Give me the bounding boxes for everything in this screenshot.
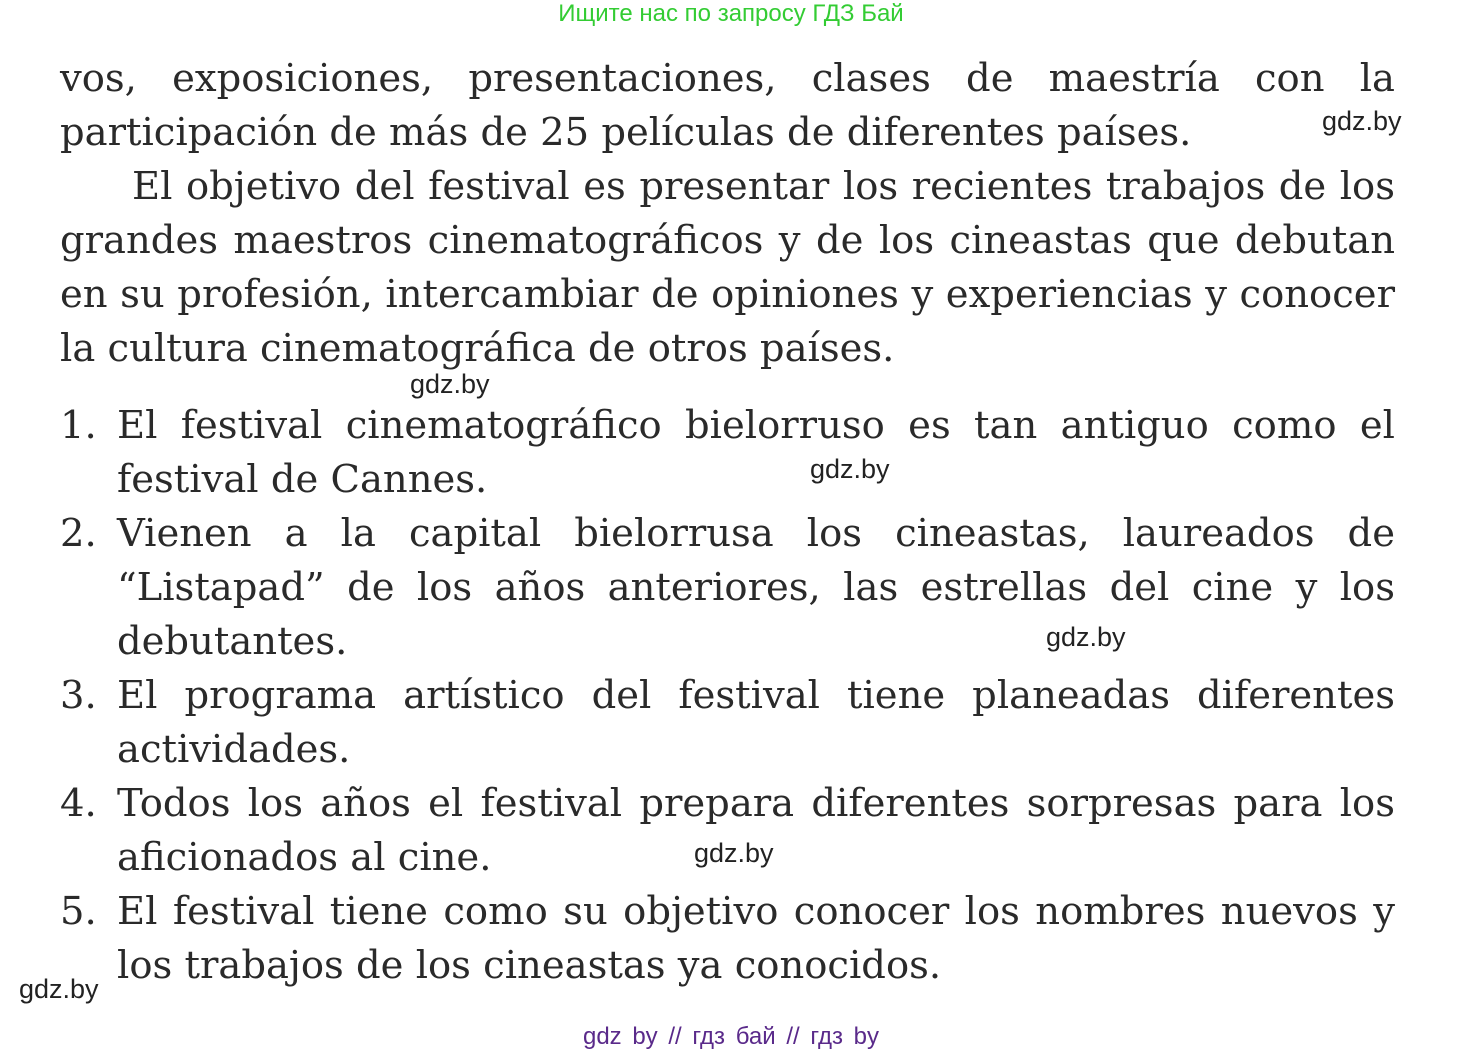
text-continuation: vos, exposiciones, presentaciones, clases de maestría con la participación de más de 25 películas de diferentes países. [60, 56, 1395, 155]
item-text: El programa artístico del festival tiene planeadas diferentes actividades. [117, 673, 1395, 772]
watermark: gdz.by [1046, 622, 1126, 652]
item-text: El festival tiene como su objetivo conocer los nombres nuevos y los trabajos de los cineastas ya conocidos. [117, 889, 1395, 988]
item-number: 3. [60, 673, 97, 718]
item-number: 5. [60, 889, 97, 934]
item-number: 1. [60, 403, 97, 448]
top-banner: Ищите нас по запросу ГДЗ Бай [558, 0, 904, 27]
exercise-item [60, 507, 1395, 669]
item-number: 4. [60, 781, 97, 826]
watermark: gdz.by [694, 838, 774, 868]
footer-links: gdz by // гдз бай // гдз by [582, 1023, 880, 1050]
watermark: gdz.by [19, 974, 99, 1004]
watermark: gdz.by [810, 454, 890, 484]
text-paragraph: El objetivo del festival es presentar los recientes trabajos de los grandes maestros cinematográficos y de los cineastas que debutan en su profesión, intercambiar de opiniones y experiencias y conocer la cultura cinematográfica de otros países. [60, 164, 1395, 371]
item-text: El festival cinematográfico bielorruso es tan antiguo como el festival de Cannes. [117, 403, 1395, 502]
item-number: 2. [60, 511, 97, 556]
exercise-item [60, 399, 1395, 507]
exercise-item [60, 777, 1395, 885]
watermark: gdz.by [410, 369, 490, 399]
exercise-item [60, 669, 1395, 777]
item-text: Vienen a la capital bielorrusa los cineastas, laureados de “Listapad” de los años anteriores, las estrellas del cine y los debutantes. [117, 511, 1395, 664]
item-text: Todos los años el festival prepara diferentes sorpresas para los aficionados al cine. [117, 781, 1395, 880]
exercise-list [60, 399, 1395, 993]
exercise-item [60, 885, 1395, 993]
watermark: gdz.by [1322, 106, 1402, 136]
